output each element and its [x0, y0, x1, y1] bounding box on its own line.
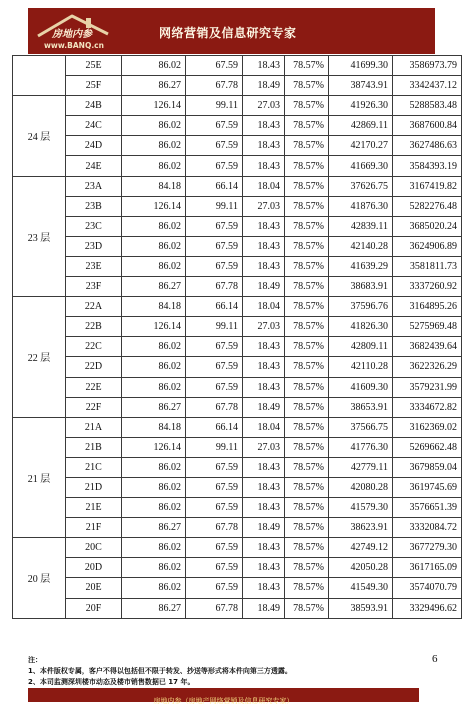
- house-logo-icon: [34, 10, 156, 52]
- cell-area: 86.02: [122, 256, 186, 276]
- cell-price: 41776.30: [329, 437, 393, 457]
- cell-area: 86.02: [122, 498, 186, 518]
- cell-unit: 23C: [66, 216, 122, 236]
- cell-inner: 67.59: [186, 578, 243, 598]
- logo-brand-text: 房地内参: [52, 29, 92, 40]
- cell-total: 5275969.48: [393, 317, 462, 337]
- cell-area: 86.27: [122, 76, 186, 96]
- cell-shared: 18.49: [243, 598, 285, 618]
- cell-inner: 67.59: [186, 236, 243, 256]
- cell-area: 84.18: [122, 297, 186, 317]
- cell-ratio: 78.57%: [285, 277, 329, 297]
- cell-ratio: 78.57%: [285, 116, 329, 136]
- cell-shared: 27.03: [243, 317, 285, 337]
- floor-label-cell: 20 层: [13, 538, 66, 618]
- cell-price: 38653.91: [329, 397, 393, 417]
- cell-price: 38593.91: [329, 598, 393, 618]
- cell-total: 3682439.64: [393, 337, 462, 357]
- cell-unit: 23B: [66, 196, 122, 216]
- notes: [28, 655, 419, 688]
- cell-inner: 67.59: [186, 457, 243, 477]
- cell-area: 86.02: [122, 377, 186, 397]
- cell-ratio: 78.57%: [285, 216, 329, 236]
- cell-price: 37626.75: [329, 176, 393, 196]
- cell-shared: 18.43: [243, 357, 285, 377]
- cell-unit: 24D: [66, 136, 122, 156]
- cell-inner: 99.11: [186, 437, 243, 457]
- table-row: [13, 337, 462, 357]
- cell-ratio: 78.57%: [285, 297, 329, 317]
- cell-shared: 18.43: [243, 216, 285, 236]
- cell-unit: 21E: [66, 498, 122, 518]
- cell-ratio: 78.57%: [285, 397, 329, 417]
- cell-price: 38683.91: [329, 277, 393, 297]
- note-line-2: 2、本司监测深圳楼市动态及楼市销售数据已 17 年。: [28, 678, 195, 686]
- cell-shared: 18.49: [243, 397, 285, 417]
- cell-ratio: 78.57%: [285, 357, 329, 377]
- cell-inner: 67.78: [186, 277, 243, 297]
- cell-inner: 99.11: [186, 96, 243, 116]
- cell-area: 86.02: [122, 477, 186, 497]
- cell-ratio: 78.57%: [285, 578, 329, 598]
- cell-price: 41826.30: [329, 317, 393, 337]
- cell-area: 86.02: [122, 558, 186, 578]
- cell-total: 3579231.99: [393, 377, 462, 397]
- cell-area: 86.02: [122, 457, 186, 477]
- cell-inner: 67.59: [186, 477, 243, 497]
- cell-ratio: 78.57%: [285, 477, 329, 497]
- cell-area: 86.02: [122, 56, 186, 76]
- cell-area: 126.14: [122, 96, 186, 116]
- table-row: [13, 76, 462, 96]
- table-row: [13, 357, 462, 377]
- cell-unit: 21F: [66, 518, 122, 538]
- cell-unit: 20F: [66, 598, 122, 618]
- cell-ratio: 78.57%: [285, 317, 329, 337]
- cell-ratio: 78.57%: [285, 96, 329, 116]
- cell-inner: 67.59: [186, 558, 243, 578]
- cell-total: 3627486.63: [393, 136, 462, 156]
- cell-shared: 27.03: [243, 196, 285, 216]
- cell-total: 3332084.72: [393, 518, 462, 538]
- cell-inner: 67.59: [186, 498, 243, 518]
- cell-shared: 18.49: [243, 76, 285, 96]
- banner-title: 网络营销及信息研究专家: [159, 26, 297, 40]
- table-row: [13, 538, 462, 558]
- cell-unit: 23D: [66, 236, 122, 256]
- table-row: [13, 56, 462, 76]
- footer-bar: [28, 688, 419, 705]
- cell-price: 37566.75: [329, 417, 393, 437]
- cell-area: 86.02: [122, 236, 186, 256]
- cell-price: 42749.12: [329, 538, 393, 558]
- cell-inner: 66.14: [186, 176, 243, 196]
- table-row: [13, 156, 462, 176]
- cell-total: 3584393.19: [393, 156, 462, 176]
- cell-shared: 18.43: [243, 156, 285, 176]
- cell-total: 3586973.79: [393, 56, 462, 76]
- cell-ratio: 78.57%: [285, 518, 329, 538]
- cell-price: 41639.29: [329, 256, 393, 276]
- cell-unit: 22D: [66, 357, 122, 377]
- cell-total: 5269662.48: [393, 437, 462, 457]
- cell-total: 5282276.48: [393, 196, 462, 216]
- cell-ratio: 78.57%: [285, 558, 329, 578]
- cell-area: 126.14: [122, 437, 186, 457]
- cell-inner: 67.59: [186, 256, 243, 276]
- cell-area: 86.02: [122, 116, 186, 136]
- cell-total: 3334672.82: [393, 397, 462, 417]
- cell-unit: 21D: [66, 477, 122, 497]
- cell-total: 3576651.39: [393, 498, 462, 518]
- cell-area: 86.02: [122, 156, 186, 176]
- cell-unit: 24B: [66, 96, 122, 116]
- cell-unit: 22E: [66, 377, 122, 397]
- cell-price: 42170.27: [329, 136, 393, 156]
- cell-unit: 20E: [66, 578, 122, 598]
- cell-price: 42050.28: [329, 558, 393, 578]
- cell-shared: 18.04: [243, 417, 285, 437]
- cell-area: 126.14: [122, 317, 186, 337]
- cell-unit: 24E: [66, 156, 122, 176]
- cell-ratio: 78.57%: [285, 196, 329, 216]
- cell-ratio: 78.57%: [285, 56, 329, 76]
- cell-inner: 67.78: [186, 397, 243, 417]
- cell-area: 86.02: [122, 357, 186, 377]
- floor-label-cell: 22 层: [13, 297, 66, 418]
- cell-inner: 67.59: [186, 136, 243, 156]
- floor-label-cell: 21 层: [13, 417, 66, 538]
- cell-total: 3624906.89: [393, 236, 462, 256]
- cell-shared: 18.49: [243, 277, 285, 297]
- cell-total: 3329496.62: [393, 598, 462, 618]
- cell-total: 3337260.92: [393, 277, 462, 297]
- cell-unit: 23E: [66, 256, 122, 276]
- cell-price: 42809.11: [329, 337, 393, 357]
- table-row: [13, 256, 462, 276]
- cell-area: 86.02: [122, 136, 186, 156]
- floor-label-cell: 24 层: [13, 96, 66, 176]
- cell-shared: 18.43: [243, 498, 285, 518]
- cell-ratio: 78.57%: [285, 538, 329, 558]
- cell-unit: 22F: [66, 397, 122, 417]
- cell-inner: 99.11: [186, 196, 243, 216]
- cell-area: 86.27: [122, 518, 186, 538]
- table-row: [13, 116, 462, 136]
- cell-price: 41579.30: [329, 498, 393, 518]
- table-row: [13, 578, 462, 598]
- cell-inner: 67.59: [186, 56, 243, 76]
- table-row: [13, 417, 462, 437]
- table-row: [13, 558, 462, 578]
- cell-inner: 67.59: [186, 216, 243, 236]
- cell-inner: 66.14: [186, 297, 243, 317]
- table-row: [13, 477, 462, 497]
- cell-price: 42080.28: [329, 477, 393, 497]
- cell-ratio: 78.57%: [285, 136, 329, 156]
- cell-ratio: 78.57%: [285, 598, 329, 618]
- floor-label-cell: [13, 56, 66, 96]
- cell-area: 86.27: [122, 598, 186, 618]
- cell-inner: 67.59: [186, 357, 243, 377]
- cell-ratio: 78.57%: [285, 236, 329, 256]
- cell-shared: 18.49: [243, 518, 285, 538]
- cell-area: 126.14: [122, 196, 186, 216]
- cell-total: 3581811.73: [393, 256, 462, 276]
- cell-total: 3685020.24: [393, 216, 462, 236]
- cell-inner: 67.59: [186, 116, 243, 136]
- table-row: [13, 598, 462, 618]
- cell-unit: 25F: [66, 76, 122, 96]
- table-row: [13, 457, 462, 477]
- cell-price: 41699.30: [329, 56, 393, 76]
- cell-inner: 99.11: [186, 317, 243, 337]
- cell-total: 3619745.69: [393, 477, 462, 497]
- cell-ratio: 78.57%: [285, 377, 329, 397]
- table-row: [13, 498, 462, 518]
- cell-shared: 18.04: [243, 297, 285, 317]
- logo-url-text: www.BANQ.cn: [44, 41, 104, 50]
- cell-shared: 18.04: [243, 176, 285, 196]
- cell-area: 86.02: [122, 337, 186, 357]
- cell-total: 3677279.30: [393, 538, 462, 558]
- cell-unit: 22C: [66, 337, 122, 357]
- notes-heading: 注：: [28, 656, 42, 664]
- cell-total: 3342437.12: [393, 76, 462, 96]
- cell-unit: 20C: [66, 538, 122, 558]
- cell-total: 3687600.84: [393, 116, 462, 136]
- cell-shared: 18.43: [243, 558, 285, 578]
- cell-ratio: 78.57%: [285, 417, 329, 437]
- cell-shared: 18.43: [243, 337, 285, 357]
- page-number: 6: [432, 653, 438, 665]
- cell-shared: 18.43: [243, 477, 285, 497]
- cell-total: 3167419.82: [393, 176, 462, 196]
- cell-area: 84.18: [122, 417, 186, 437]
- cell-ratio: 78.57%: [285, 76, 329, 96]
- cell-total: 3622326.29: [393, 357, 462, 377]
- cell-price: 41669.30: [329, 156, 393, 176]
- table-row: [13, 176, 462, 196]
- footer-text: 房地内参（房地产网络营销及信息研究专家）: [153, 697, 294, 705]
- cell-shared: 18.43: [243, 236, 285, 256]
- cell-shared: 18.43: [243, 538, 285, 558]
- cell-unit: 23F: [66, 277, 122, 297]
- table-row: [13, 216, 462, 236]
- cell-ratio: 78.57%: [285, 337, 329, 357]
- cell-area: 86.02: [122, 578, 186, 598]
- cell-shared: 27.03: [243, 96, 285, 116]
- cell-unit: 22A: [66, 297, 122, 317]
- cell-shared: 18.43: [243, 377, 285, 397]
- cell-price: 42779.11: [329, 457, 393, 477]
- cell-ratio: 78.57%: [285, 176, 329, 196]
- table-row: [13, 236, 462, 256]
- cell-total: 3574070.79: [393, 578, 462, 598]
- cell-inner: 67.78: [186, 518, 243, 538]
- cell-price: 42140.28: [329, 236, 393, 256]
- cell-shared: 18.43: [243, 116, 285, 136]
- header-banner: [28, 8, 435, 54]
- table-row: [13, 136, 462, 156]
- table-row: [13, 518, 462, 538]
- cell-shared: 18.43: [243, 136, 285, 156]
- cell-price: 41926.30: [329, 96, 393, 116]
- table-body: [13, 56, 462, 619]
- table-row: [13, 377, 462, 397]
- table-row: [13, 397, 462, 417]
- cell-total: 3679859.04: [393, 457, 462, 477]
- cell-inner: 67.59: [186, 377, 243, 397]
- cell-area: 86.02: [122, 216, 186, 236]
- cell-shared: 18.43: [243, 256, 285, 276]
- price-table: [12, 55, 462, 619]
- cell-price: 38743.91: [329, 76, 393, 96]
- cell-inner: 67.78: [186, 598, 243, 618]
- cell-unit: 21A: [66, 417, 122, 437]
- cell-area: 84.18: [122, 176, 186, 196]
- cell-shared: 27.03: [243, 437, 285, 457]
- cell-price: 41549.30: [329, 578, 393, 598]
- cell-ratio: 78.57%: [285, 457, 329, 477]
- table-row: [13, 96, 462, 116]
- cell-total: 3162369.02: [393, 417, 462, 437]
- cell-unit: 25E: [66, 56, 122, 76]
- cell-ratio: 78.57%: [285, 498, 329, 518]
- cell-price: 38623.91: [329, 518, 393, 538]
- table-row: [13, 277, 462, 297]
- cell-inner: 67.59: [186, 337, 243, 357]
- table-row: [13, 317, 462, 337]
- cell-total: 5288583.48: [393, 96, 462, 116]
- cell-price: 42839.11: [329, 216, 393, 236]
- cell-inner: 67.59: [186, 538, 243, 558]
- table-row: [13, 437, 462, 457]
- cell-price: 42869.11: [329, 116, 393, 136]
- cell-total: 3617165.09: [393, 558, 462, 578]
- cell-area: 86.27: [122, 277, 186, 297]
- cell-ratio: 78.57%: [285, 437, 329, 457]
- table-row: [13, 196, 462, 216]
- cell-shared: 18.43: [243, 578, 285, 598]
- cell-area: 86.27: [122, 397, 186, 417]
- cell-inner: 67.78: [186, 76, 243, 96]
- cell-unit: 23A: [66, 176, 122, 196]
- cell-unit: 22B: [66, 317, 122, 337]
- cell-price: 41876.30: [329, 196, 393, 216]
- cell-unit: 21C: [66, 457, 122, 477]
- table-row: [13, 297, 462, 317]
- note-line-1: 1、本件版权专属，客户不得以包括但不限于转发、抄送等形式将本件向第三方透露。: [28, 667, 292, 675]
- cell-unit: 20D: [66, 558, 122, 578]
- cell-shared: 18.43: [243, 56, 285, 76]
- cell-ratio: 78.57%: [285, 156, 329, 176]
- cell-unit: 24C: [66, 116, 122, 136]
- cell-unit: 21B: [66, 437, 122, 457]
- cell-shared: 18.43: [243, 457, 285, 477]
- cell-inner: 66.14: [186, 417, 243, 437]
- cell-area: 86.02: [122, 538, 186, 558]
- cell-price: 41609.30: [329, 377, 393, 397]
- floor-label-cell: 23 层: [13, 176, 66, 297]
- cell-inner: 67.59: [186, 156, 243, 176]
- cell-price: 37596.76: [329, 297, 393, 317]
- cell-total: 3164895.26: [393, 297, 462, 317]
- cell-ratio: 78.57%: [285, 256, 329, 276]
- cell-price: 42110.28: [329, 357, 393, 377]
